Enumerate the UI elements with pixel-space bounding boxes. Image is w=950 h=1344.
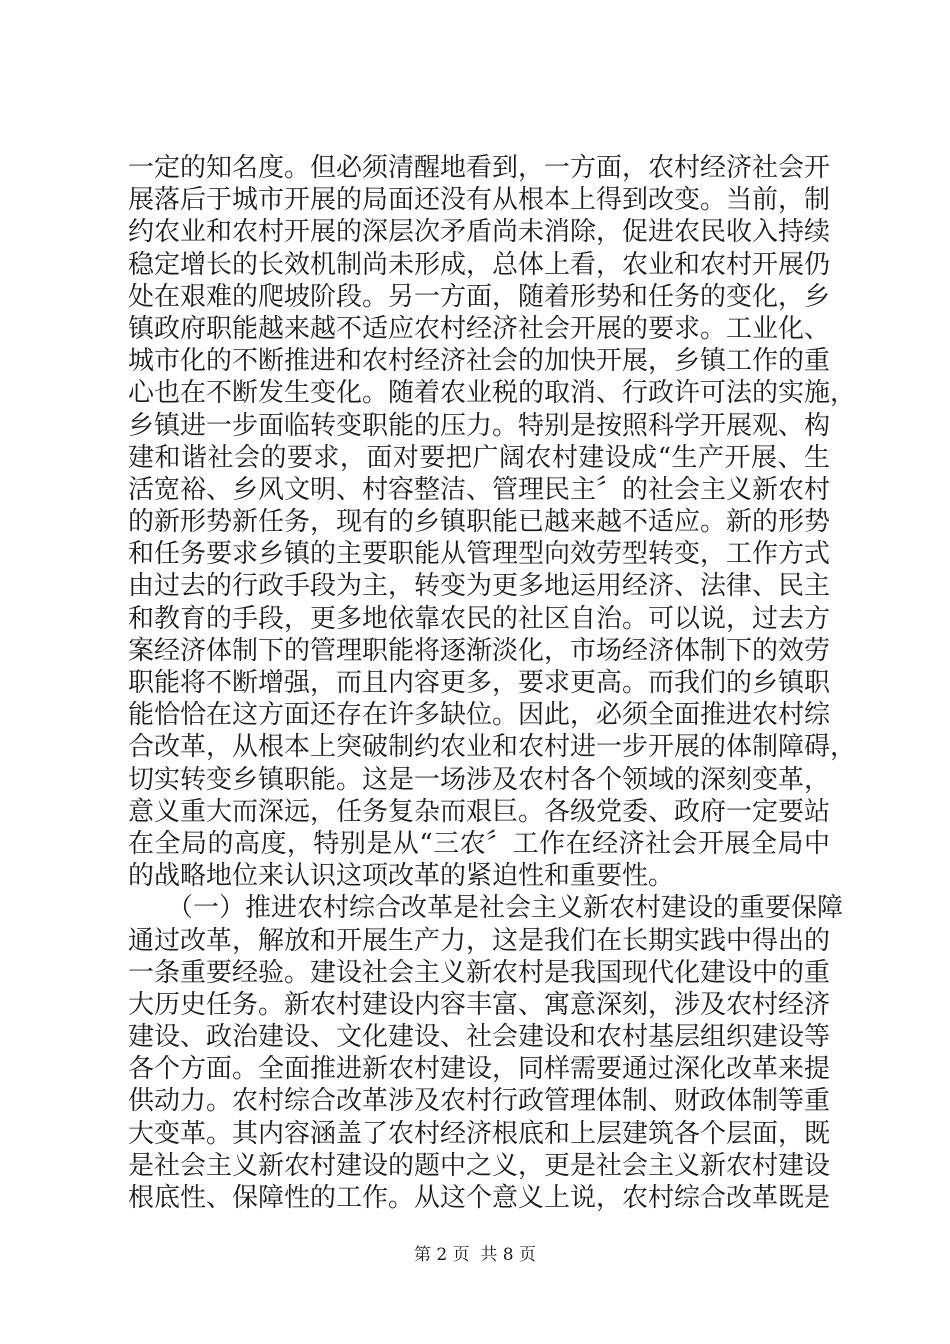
text-line: 建和谐社会的要求，面对要把广阔农村建设成“生产开展、生 (128, 442, 830, 473)
text-line: 通过改革，解放和开展生产力，这是我们在长期实践中得出的 (128, 925, 831, 956)
page-footer (0, 1245, 950, 1265)
text-line: 镇政府职能越来越不适应农村经济社会开展的要求。工业化、 (128, 313, 831, 344)
text-line: 处在艰难的爬坡阶段。另一方面，随着形势和任务的变化，乡 (128, 281, 831, 312)
text-line: 合改革，从根本上突破制约农业和农村进一步开展的体制障碍， (128, 732, 857, 763)
text-line: 能恰恰在这方面还存在许多缺位。因此，必须全面推进农村综 (128, 700, 831, 731)
text-line: 城市化的不断推进和农村经济社会的加快开展，乡镇工作的重 (128, 346, 831, 377)
body-text (128, 152, 857, 1214)
text-line: 由过去的行政手段为主，转变为更多地运用经济、法律、民主 (128, 571, 831, 602)
text-line: 和教育的手段，更多地依靠农民的社区自治。可以说，过去方 (128, 603, 831, 634)
text-line: 和任务要求乡镇的主要职能从管理型向效劳型转变，工作方式 (128, 539, 831, 570)
text-line: 案经济体制下的管理职能将逐渐淡化，市场经济体制下的效劳 (128, 635, 831, 666)
text-line: 大变革。其内容涵盖了农村经济根底和上层建筑各个层面，既 (128, 1118, 831, 1149)
text-line: 一定的知名度。但必须清醒地看到，一方面，农村经济社会开 (128, 153, 831, 183)
text-line: 的新形势新任务，现有的乡镇职能已越来越不适应。新的形势 (128, 507, 831, 538)
text-line: 职能将不断增强，而且内容更多，要求更高。而我们的乡镇职 (128, 668, 831, 698)
text-line: 乡镇进一步面临转变职能的压力。特别是按照科学开展观、构 (128, 410, 831, 441)
text-line: 的战略地位来认识这项改革的紧迫性和重要性。 (128, 861, 675, 892)
text-line: 供动力。农村综合改革涉及农村行政管理体制、财政体制等重 (128, 1086, 831, 1117)
page-number: 第 2 页 共 8 页 (413, 1245, 537, 1265)
text-line: 在全局的高度，特别是从“三农〞工作在经济社会开展全局中 (128, 828, 830, 859)
text-line: 切实转变乡镇职能。这是一场涉及农村各个领域的深刻变革， (128, 764, 831, 795)
text-line: 一条重要经验。建设社会主义新农村是我国现代化建设中的重 (128, 957, 831, 988)
text-line: 根底性、保障性的工作。从这个意义上说，农村综合改革既是 (128, 1183, 831, 1213)
text-line: 活宽裕、乡风文明、村容整洁、管理民主〞的社会主义新农村 (128, 474, 831, 505)
text-line: 展落后于城市开展的局面还没有从根本上得到改变。当前，制 (128, 185, 831, 216)
text-line: 意义重大而深远，任务复杂而艰巨。各级党委、政府一定要站 (128, 796, 831, 827)
section-heading: （一）推进农村综合改革是社会主义新农村建设的重要保障 (128, 893, 844, 924)
text-line: 各个方面。全面推进新农村建设，同样需要通过深化改革来提 (128, 1054, 831, 1085)
text-line: 大历史任务。新农村建设内容丰富、寓意深刻，涉及农村经济 (128, 989, 831, 1020)
text-line: 稳定增长的长效机制尚未形成，总体上看，农业和农村开展仍 (128, 249, 831, 280)
text-line: 约农业和农村开展的深层次矛盾尚未消除，促进农民收入持续 (128, 217, 831, 248)
text-line: 心也在不断发生变化。随着农业税的取消、行政许可法的实施， (128, 378, 857, 409)
text-line: 建设、政治建设、文化建设、社会建设和农村基层组织建设等 (128, 1022, 831, 1053)
text-line: 是社会主义新农村建设的题中之义，更是社会主义新农村建设 (128, 1150, 831, 1181)
